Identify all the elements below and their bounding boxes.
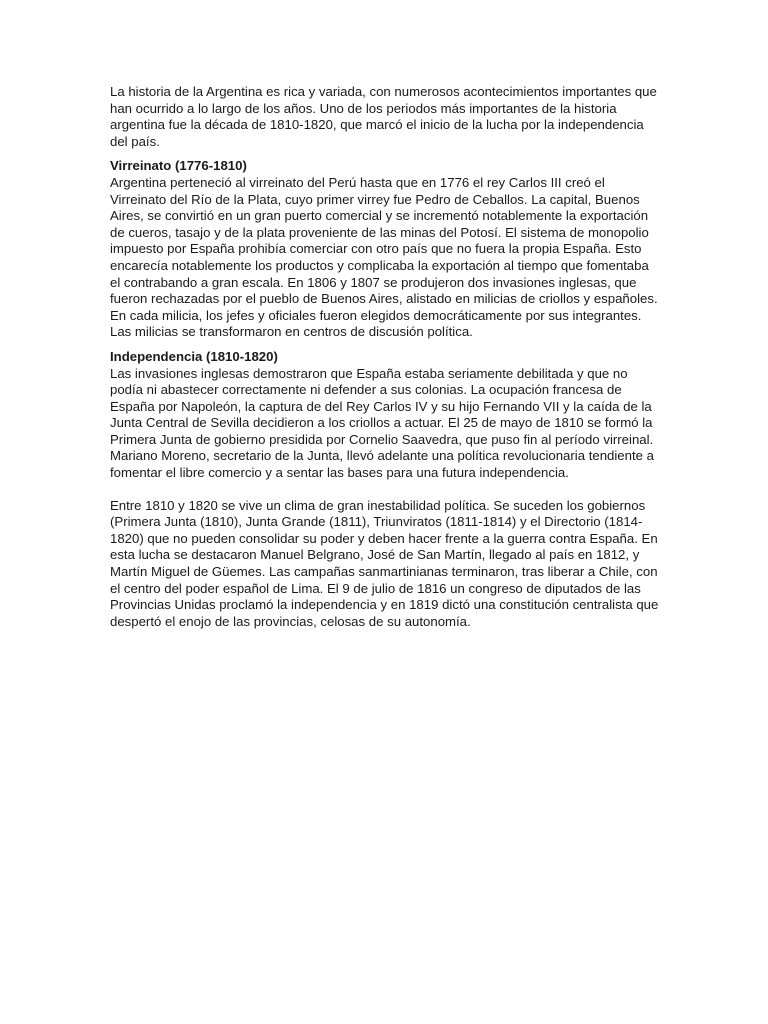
section-body-independencia: Las invasiones inglesas demostraron que España estaba seriamente debilitada y que no podía ni abastecer correctamente ni defender a sus colonias. La ocupación francesa de España por Napoleón, la captura de del Rey Carlos IV y su hijo Fernando VII y la caída de la Junta Central de Sevilla decidieron a los criollos a actuar. El 25 de mayo de 1810 se formó la Primera Junta de gobierno presidida por Cornelio Saavedra, que puso fin al período virreinal. Mariano Moreno, secretario de la Junta, llevó adelante una política revolucionaria tendiente a fomentar el libre comercio y a sentar las bases para una futura independencia. <box>110 365 654 481</box>
intro-paragraph: La historia de la Argentina es rica y variada, con numerosos acontecimientos importantes que han ocurrido a lo largo de los años. Uno de los periodos más importantes de la historia argentina fue la década de 1810-1820, que marcó el inicio de la lucha por la independencia del país. <box>110 84 657 149</box>
document-page <box>110 84 662 630</box>
section-independencia <box>110 349 662 482</box>
section-heading-independencia: Independencia (1810-1820) <box>110 348 278 364</box>
closing-paragraph: Entre 1810 y 1820 se vive un clima de gran inestabilidad política. Se suceden los gobiernos (Primera Junta (1810), Junta Grande (1811), Triunviratos (1811-1814) y el Directorio (1814-1820) que no pueden consolidar su poder y deben hacer frente a la guerra contra España. En esta lucha se destacaron Manuel Belgrano, José de San Martín, llegado al país en 1812, y Martín Miguel de Güemes. Las campañas sanmartinianas terminaron, tras liberar a Chile, con el centro del poder español de Lima. El 9 de julio de 1816 un congreso de diputados de las Provincias Unidas proclamó la independencia y en 1819 dictó una constitución centralista que despertó el enojo de las provincias, celosas de su autonomía. <box>110 497 659 629</box>
section-body-virreinato: Argentina perteneció al virreinato del Perú hasta que en 1776 el rey Carlos III creó el Virreinato del Río de la Plata, cuyo primer virrey fue Pedro de Ceballos. La capital, Buenos Aires, se convirtió en un gran puerto comercial y se incrementó notablemente la exportación de cueros, tasajo y de la plata proveniente de las minas del Potosí. El sistema de monopolio impuesto por España prohibía comerciar con otro país que no fuera la propia España. Esto encarecía notablemente los productos y complicaba la exportación al tiempo que fomentaba el contrabando a gran escala. En 1806 y 1807 se produjeron dos invasiones inglesas, que fueron rechazadas por el pueblo de Buenos Aires, alistado en milicias de criollos y españoles. En cada milicia, los jefes y oficiales fueron elegidos democráticamente por sus integrantes. Las milicias se transformaron en centros de discusión política. <box>110 174 658 340</box>
section-virreinato <box>110 158 662 341</box>
section-heading-virreinato: Virreinato (1776-1810) <box>110 158 247 174</box>
